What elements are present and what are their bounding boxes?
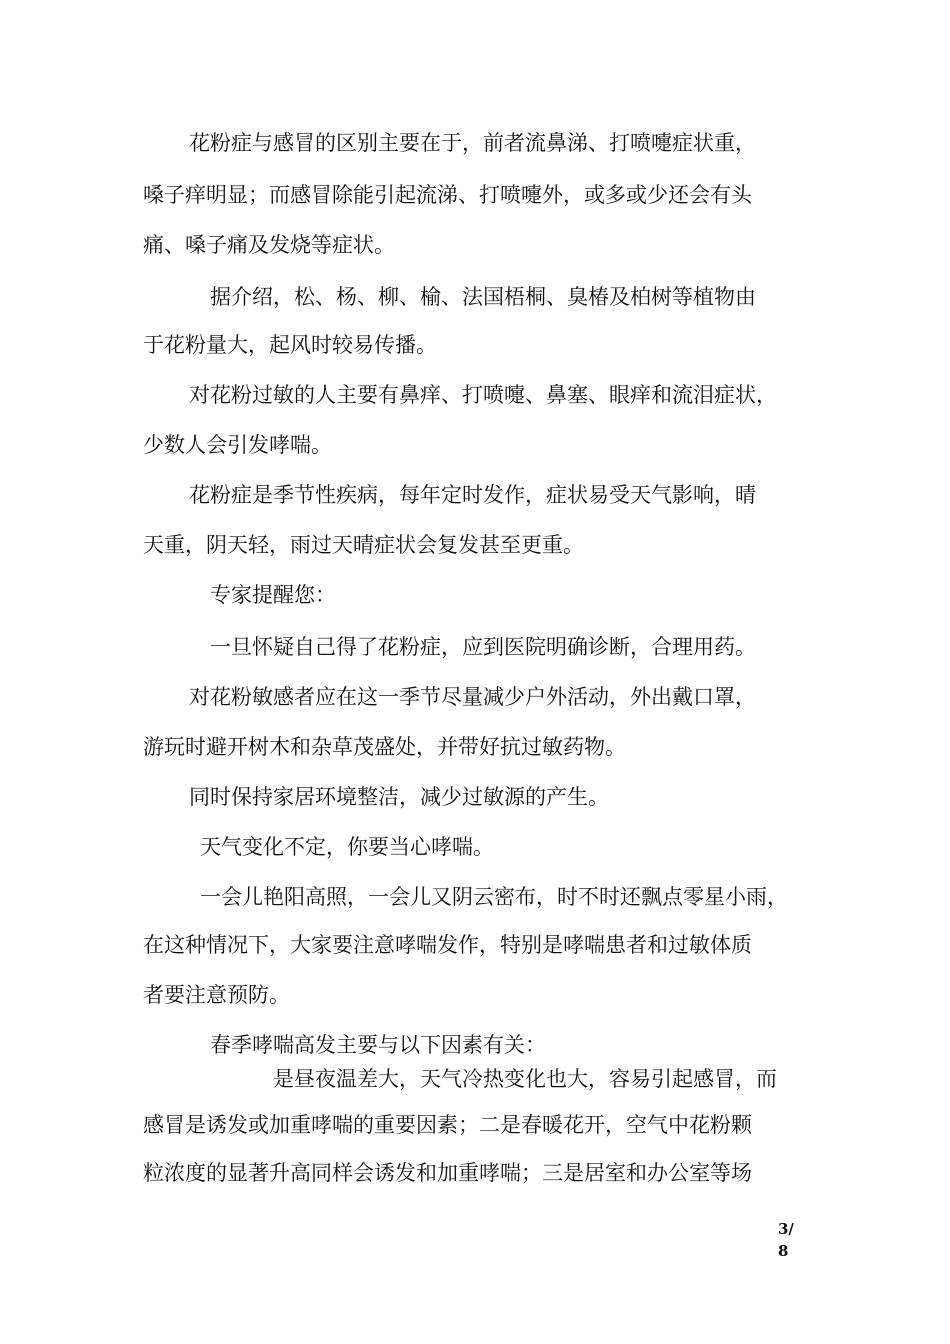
- paragraph-1-line-1: 花粉症与感冒的区别主要在于，前者流鼻涕、打喷嚏症状重，: [189, 131, 756, 155]
- paragraph-10-line-3: 者要注意预防。: [143, 983, 290, 1007]
- paragraph-7-line-1: 对花粉敏感者应在这一季节尽量减少户外活动，外出戴口罩，: [189, 685, 756, 709]
- paragraph-1-line-2: 嗓子痒明显；而感冒除能引起流涕、打喷嚏外，或多或少还会有头: [143, 183, 752, 207]
- paragraph-3-line-2: 少数人会引发哮喘。: [143, 433, 332, 457]
- page-number: [778, 1218, 808, 1262]
- paragraph-6-line-1: 一旦怀疑自己得了花粉症，应到医院明确诊断，合理用药。: [210, 635, 756, 659]
- paragraph-8-line-1: 同时保持家居环境整洁，减少过敏源的产生。: [189, 785, 609, 809]
- paragraph-10-line-1: 一会儿艳阳高照，一会儿又阴云密布，时不时还飘点零星小雨，: [200, 885, 788, 909]
- paragraph-10-line-2: 在这种情况下，大家要注意哮喘发作，特别是哮喘患者和过敏体质: [143, 933, 752, 957]
- paragraph-2-line-1: 据介绍，松、杨、柳、榆、法国梧桐、臭椿及柏树等植物由: [210, 285, 756, 309]
- paragraph-4-line-2: 天重，阴天轻，雨过天晴症状会复发甚至更重。: [143, 533, 584, 557]
- paragraph-1-line-3: 痛、嗓子痛及发烧等症状。: [143, 233, 395, 257]
- paragraph-3-line-1: 对花粉过敏的人主要有鼻痒、打喷嚏、鼻塞、眼痒和流泪症状，: [189, 383, 777, 407]
- paragraph-2-line-2: 于花粉量大，起风时较易传播。: [143, 333, 437, 357]
- page-number-current: 3/: [778, 1220, 794, 1238]
- paragraph-4-line-1: 花粉症是季节性疾病，每年定时发作，症状易受天气影响，晴: [189, 483, 756, 507]
- paragraph-11-line-1: 春季哮喘高发主要与以下因素有关：: [210, 1033, 546, 1057]
- paragraph-11-line-2: 是昼夜温差大，天气冷热变化也大，容易引起感冒，而: [273, 1067, 777, 1091]
- page-number-total: 8: [778, 1242, 789, 1260]
- paragraph-11-line-4: 粒浓度的显著升高同样会诱发和加重哮喘；三是居室和办公室等场: [143, 1161, 752, 1185]
- paragraph-7-line-2: 游玩时避开树木和杂草茂盛处，并带好抗过敏药物。: [143, 735, 626, 759]
- paragraph-9-line-1: 天气变化不定，你要当心哮喘。: [200, 835, 494, 859]
- paragraph-5-line-1: 专家提醒您：: [210, 583, 336, 607]
- paragraph-11-line-3: 感冒是诱发或加重哮喘的重要因素；二是春暖花开，空气中花粉颗: [143, 1113, 752, 1137]
